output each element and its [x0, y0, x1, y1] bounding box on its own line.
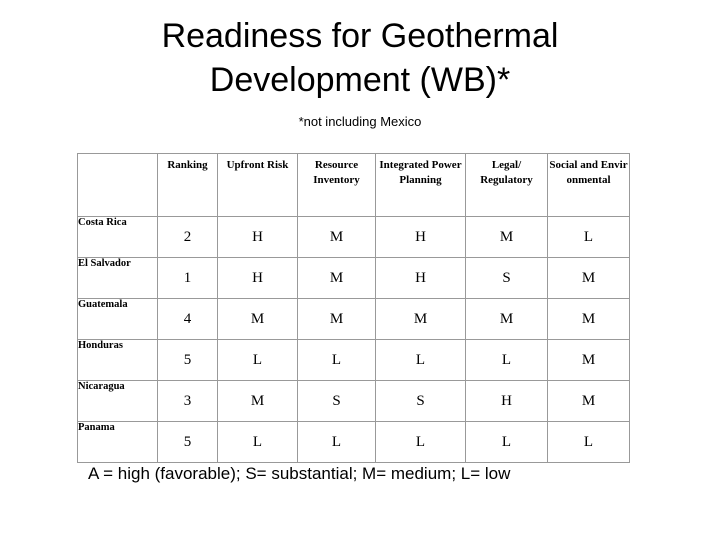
value-cell: S — [466, 258, 548, 299]
title-line-1: Readiness for Geothermal — [161, 17, 559, 55]
value-cell: M — [466, 299, 548, 340]
table-row — [78, 258, 630, 299]
value-cell: 5 — [158, 340, 218, 381]
value-cell: M — [548, 299, 630, 340]
value-cell: 3 — [158, 381, 218, 422]
country-cell: Nicaragua — [78, 381, 158, 422]
value-cell: S — [298, 381, 376, 422]
value-cell: L — [466, 340, 548, 381]
legend-footnote: A = high (favorable); S= substantial; M= medium; L= low — [88, 464, 511, 483]
value-cell: L — [376, 422, 466, 463]
readiness-table — [77, 153, 630, 463]
header-upfront-risk: Upfront Risk — [218, 154, 298, 217]
header-social-environmental: Social and Environmental — [548, 154, 630, 217]
header-legal-regulatory: Legal/ Regulatory — [466, 154, 548, 217]
table-row — [78, 381, 630, 422]
value-cell: L — [218, 422, 298, 463]
value-cell: H — [376, 258, 466, 299]
value-cell: M — [548, 340, 630, 381]
value-cell: M — [298, 258, 376, 299]
value-cell: L — [548, 422, 630, 463]
value-cell: L — [218, 340, 298, 381]
country-cell: Panama — [78, 422, 158, 463]
value-cell: 1 — [158, 258, 218, 299]
value-cell: H — [376, 217, 466, 258]
table-row — [78, 299, 630, 340]
country-cell: El Salvador — [78, 258, 158, 299]
value-cell: M — [298, 299, 376, 340]
slide-title — [0, 14, 720, 102]
value-cell: L — [376, 340, 466, 381]
value-cell: 5 — [158, 422, 218, 463]
value-cell: M — [298, 217, 376, 258]
value-cell: M — [466, 217, 548, 258]
subtitle: *not including Mexico — [298, 114, 422, 129]
value-cell: M — [548, 258, 630, 299]
value-cell: H — [218, 217, 298, 258]
value-cell: M — [218, 381, 298, 422]
header-row — [78, 154, 630, 217]
value-cell: S — [376, 381, 466, 422]
table-row — [78, 217, 630, 258]
value-cell: M — [548, 381, 630, 422]
value-cell: H — [466, 381, 548, 422]
country-cell: Costa Rica — [78, 217, 158, 258]
header-integrated-power-planning: Integrated Power Planning — [376, 154, 466, 217]
value-cell: 4 — [158, 299, 218, 340]
country-cell: Guatemala — [78, 299, 158, 340]
table-row — [78, 340, 630, 381]
value-cell: L — [466, 422, 548, 463]
value-cell: L — [298, 340, 376, 381]
header-blank — [78, 154, 158, 217]
value-cell: L — [298, 422, 376, 463]
value-cell: 2 — [158, 217, 218, 258]
title-line-2: Development (WB)* — [209, 61, 511, 99]
header-resource-inventory: Resource Inventory — [298, 154, 376, 217]
value-cell: L — [548, 217, 630, 258]
country-cell: Honduras — [78, 340, 158, 381]
header-ranking: Ranking — [158, 154, 218, 217]
table-row — [78, 422, 630, 463]
value-cell: M — [218, 299, 298, 340]
value-cell: H — [218, 258, 298, 299]
value-cell: M — [376, 299, 466, 340]
